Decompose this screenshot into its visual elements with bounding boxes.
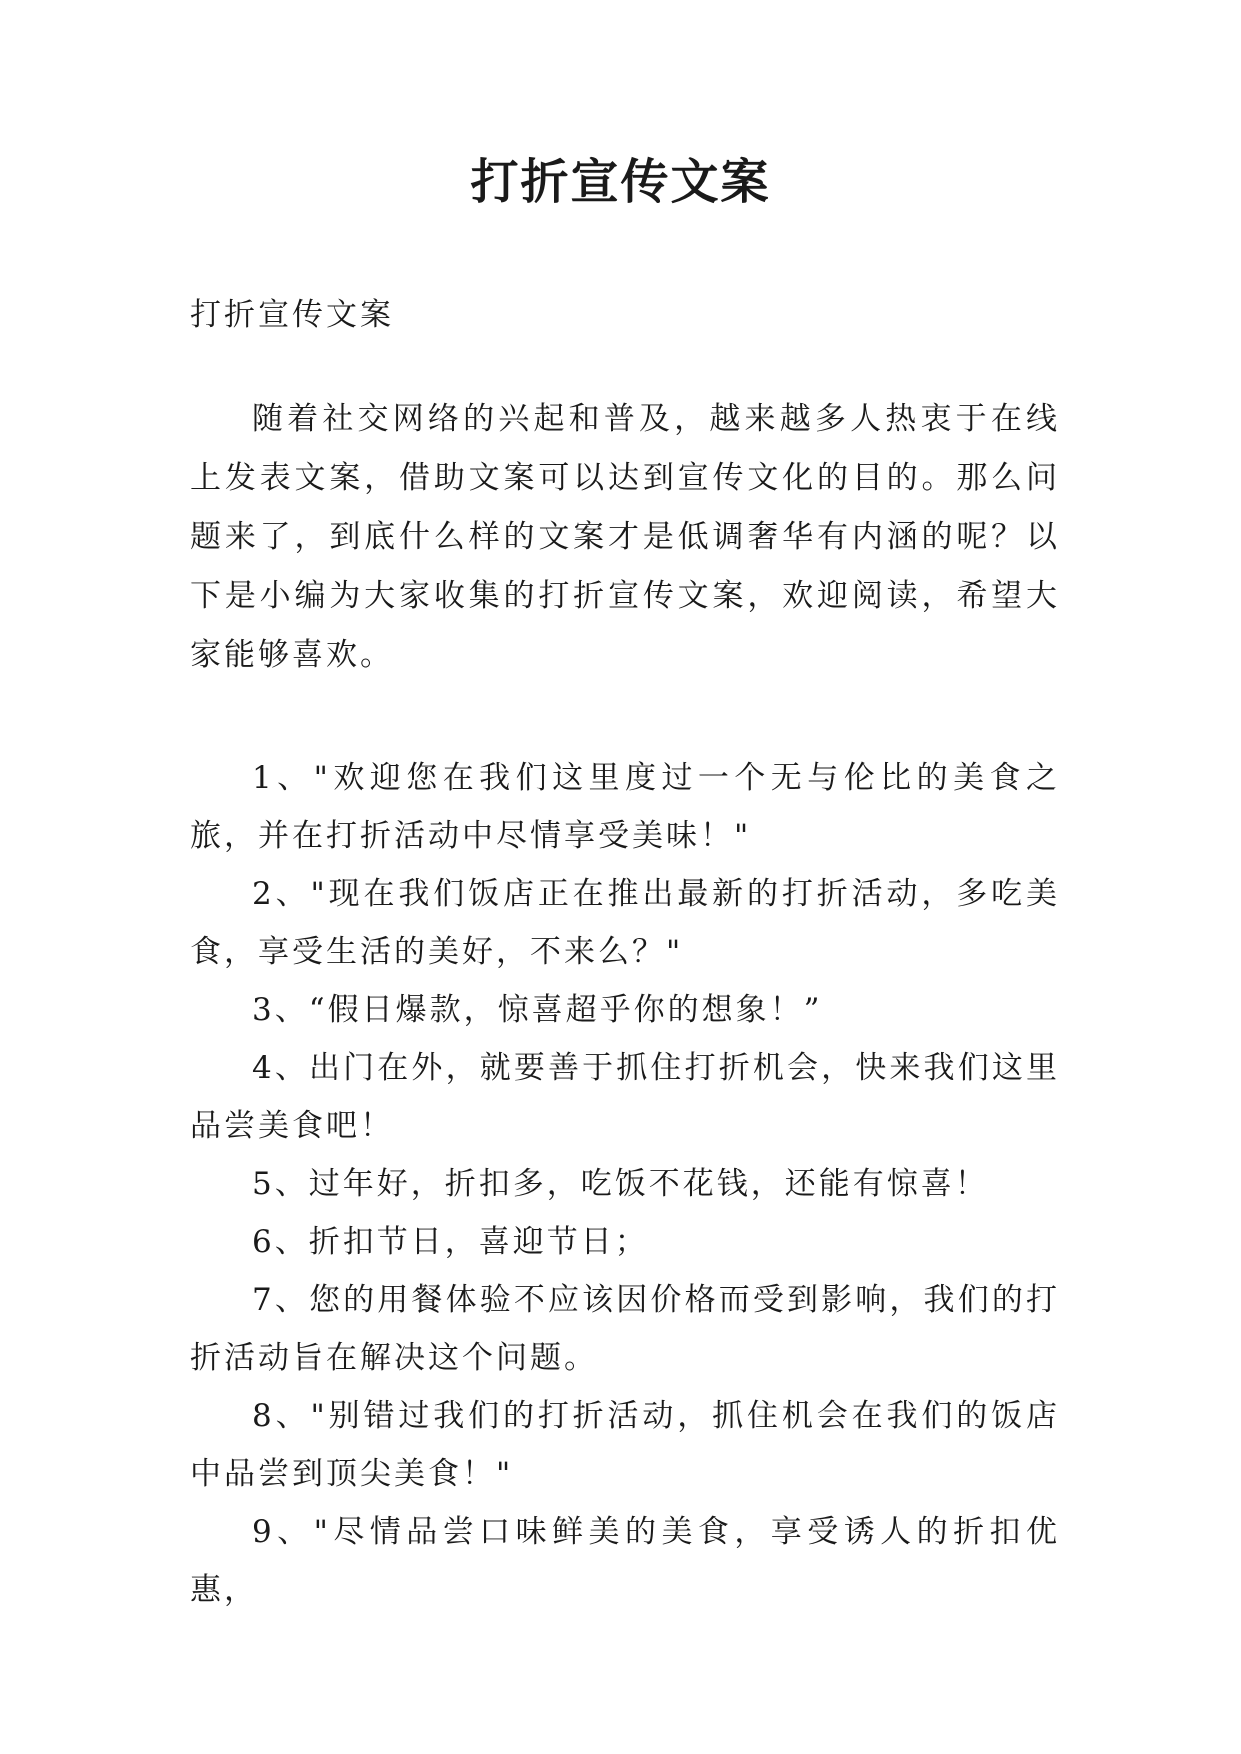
list-item: 5、过年好，折扣多，吃饭不花钱，还能有惊喜！ — [252, 1166, 989, 1202]
intro-paragraph: 随着社交网络的兴起和普及，越来越多人热衷于在线上发表文案，借助文案可以达到宣传文化的目的。那么问题来了，到底什么样的文案才是低调奢华有内涵的呢？以下是小编为大家收集的打折宣传文案，欢迎阅读，希望大家能够喜欢。 — [190, 401, 1060, 673]
slogan-list — [190, 749, 1060, 1619]
document-subtitle: 打折宣传文案 — [190, 297, 394, 333]
list-item: 4、出门在外，就要善于抓住打折机会，快来我们这里品尝美食吧！ — [190, 1050, 1060, 1144]
list-item: 7、您的用餐体验不应该因价格而受到影响，我们的打折活动旨在解决这个问题。 — [190, 1282, 1060, 1376]
list-item: 2、"现在我们饭店正在推出最新的打折活动，多吃美食，享受生活的美好，不来么？" — [190, 876, 1060, 970]
list-item: 3、“假日爆款，惊喜超乎你的想象！” — [252, 992, 823, 1028]
list-item: 8、"别错过我们的打折活动，抓住机会在我们的饭店中品尝到顶尖美食！" — [190, 1398, 1060, 1492]
list-item: 6、折扣节日，喜迎节日； — [252, 1224, 649, 1260]
document-title: 打折宣传文案 — [470, 154, 771, 210]
list-item: 1、"欢迎您在我们这里度过一个无与伦比的美食之旅，并在打折活动中尽情享受美味！" — [190, 760, 1060, 854]
document-body — [190, 286, 1060, 1619]
list-item: 9、"尽情品尝口味鲜美的美食，享受诱人的折扣优惠， — [190, 1514, 1060, 1608]
